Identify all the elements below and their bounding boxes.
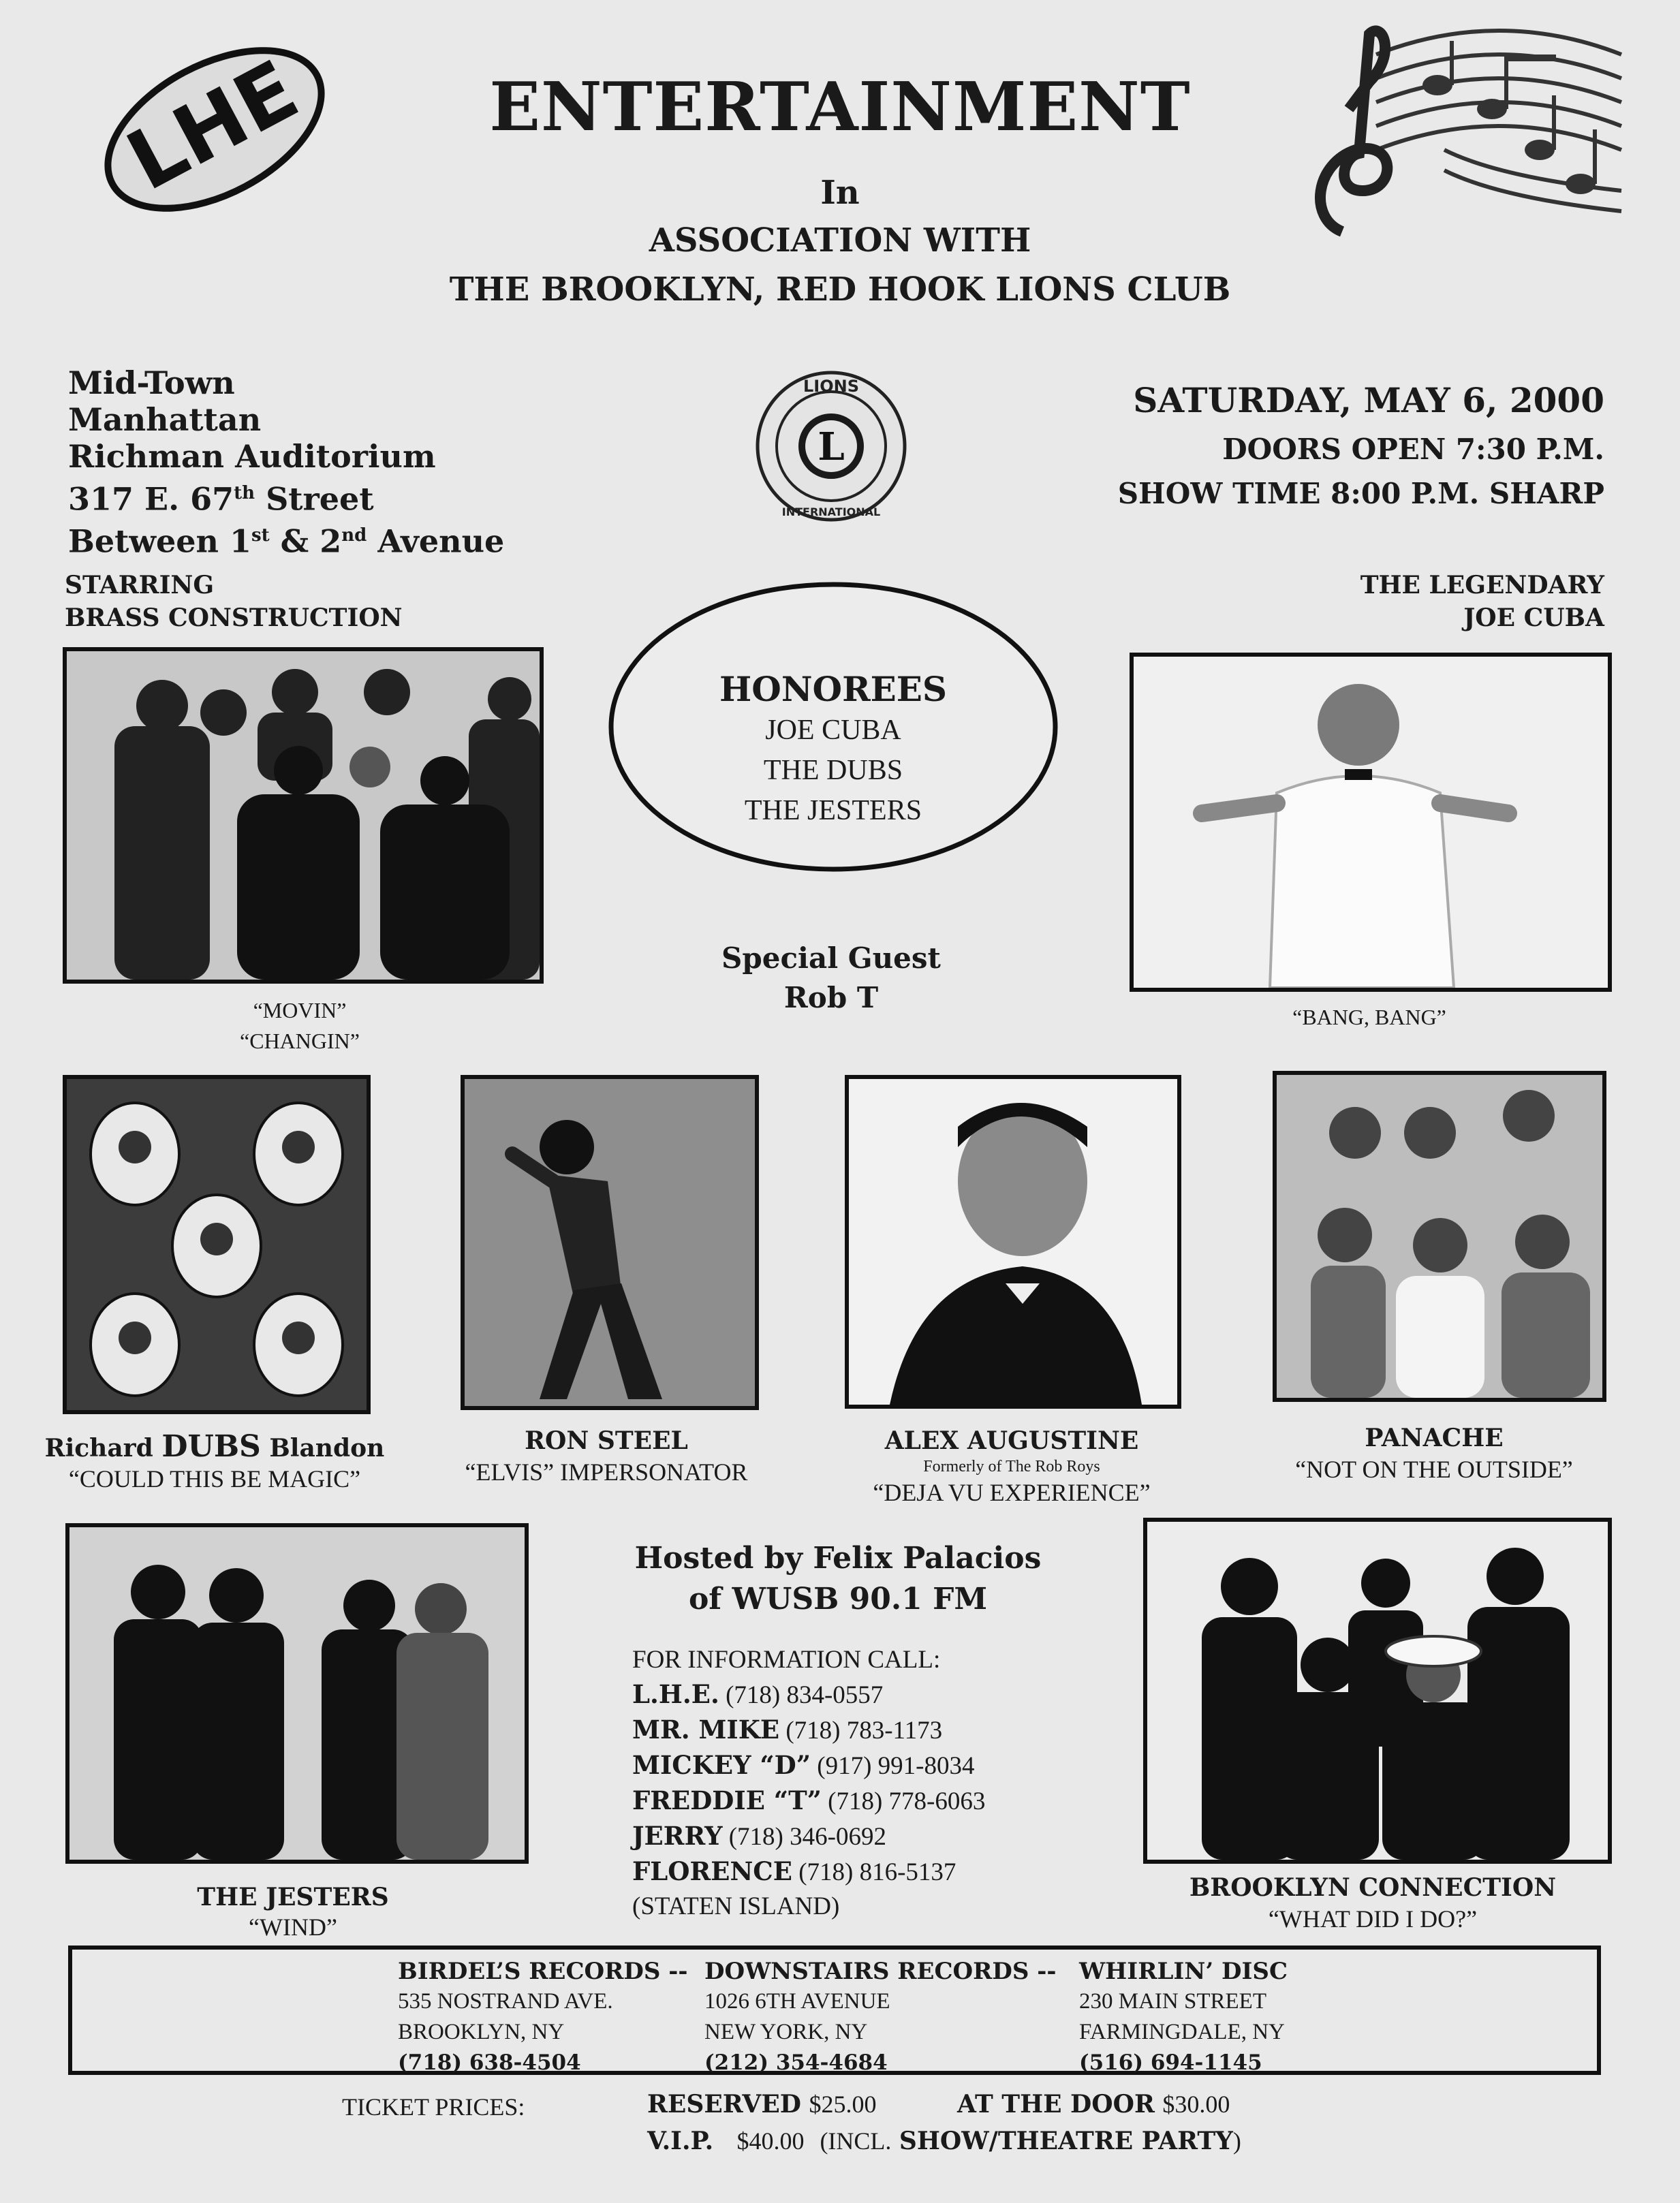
alex-augustine-photo bbox=[845, 1075, 1181, 1409]
store-phone: (718) 638-4504 bbox=[398, 2050, 581, 2075]
contact-row: MICKEY “D” (917) 991-8034 bbox=[632, 1750, 975, 1780]
act-song: “NOT ON THE OUTSIDE” bbox=[1295, 1456, 1573, 1483]
store-address: 535 NOSTRAND AVE. bbox=[398, 1989, 613, 2014]
ticket-vip: V.I.P. $40.00 (INCL. SHOW/THEATRE PARTY) bbox=[647, 2127, 1241, 2155]
lions-logo-top: LIONS bbox=[803, 377, 859, 396]
store-address: 1026 6TH AVENUE bbox=[704, 1989, 890, 2014]
brooklyn-connection-name: BROOKLYN CONNECTION bbox=[1189, 1873, 1557, 1902]
starring-name: BRASS CONSTRUCTION bbox=[65, 604, 403, 632]
venue-street: 317 E. 67th Street bbox=[68, 480, 374, 518]
honoree-name: JOE CUBA bbox=[765, 715, 901, 746]
ron-steel-photo bbox=[461, 1075, 759, 1410]
brass-construction-photo bbox=[63, 647, 544, 984]
contact-row: MR. MIKE (718) 783-1173 bbox=[632, 1715, 943, 1745]
lhe-logo-text: LHE bbox=[112, 43, 313, 210]
starring-song-2: “CHANGIN” bbox=[240, 1029, 360, 1053]
store-entry bbox=[1079, 1958, 1420, 2075]
honorees-oval bbox=[606, 580, 1060, 873]
contact-row: L.H.E. (718) 834-0557 bbox=[632, 1679, 884, 1709]
joe-cuba-photo bbox=[1130, 653, 1612, 992]
lhe-logo bbox=[89, 27, 341, 232]
panache-photo bbox=[1273, 1071, 1606, 1402]
event-showtime: SHOW TIME 8:00 P.M. SHARP bbox=[1117, 477, 1604, 510]
special-guest-name: Rob T bbox=[783, 981, 879, 1014]
act-song: “ELVIS” IMPERSONATOR bbox=[465, 1458, 748, 1486]
ticket-reserved: RESERVED $25.00 bbox=[647, 2090, 877, 2119]
act-name: RON STEEL bbox=[525, 1426, 688, 1455]
legendary-name: JOE CUBA bbox=[1463, 604, 1604, 632]
store-city: FARMINGDALE, NY bbox=[1079, 2020, 1285, 2044]
header-association: ASSOCIATION WITH bbox=[649, 221, 1031, 260]
act-name: ALEX AUGUSTINE bbox=[884, 1426, 1139, 1455]
lions-logo-letter: L bbox=[818, 424, 845, 469]
host-line-1: Hosted by Felix Palacios bbox=[634, 1541, 1042, 1576]
contact-row: JERRY (718) 346-0692 bbox=[632, 1821, 886, 1851]
act-song: “DEJA VU EXPERIENCE” bbox=[873, 1479, 1151, 1506]
store-city: BROOKLYN, NY bbox=[398, 2020, 565, 2044]
brooklyn-connection-photo bbox=[1143, 1518, 1612, 1864]
store-separator: -- bbox=[1037, 1958, 1057, 1985]
venue-line: Richman Auditorium bbox=[68, 438, 436, 475]
event-doors: DOORS OPEN 7:30 P.M. bbox=[1222, 433, 1604, 466]
act-note: Formerly of The Rob Roys bbox=[923, 1458, 1100, 1475]
honorees-title: HONOREES bbox=[719, 669, 947, 709]
venue-line: Mid-Town bbox=[68, 364, 235, 401]
special-guest-label: Special Guest bbox=[721, 941, 941, 975]
honoree-name: THE JESTERS bbox=[744, 795, 922, 826]
store-name: WHIRLIN’ DISC bbox=[1079, 1958, 1288, 1985]
act-name: Richard DUBS Blandon bbox=[44, 1429, 385, 1464]
ticket-label: TICKET PRICES: bbox=[342, 2093, 525, 2121]
header-in: In bbox=[820, 174, 860, 212]
starring-label: STARRING bbox=[65, 571, 215, 599]
store-address: 230 MAIN STREET bbox=[1079, 1989, 1266, 2014]
store-name: BIRDEL’S RECORDS bbox=[398, 1958, 661, 1985]
page-title: ENTERTAINMENT bbox=[489, 68, 1191, 146]
store-entry bbox=[398, 1958, 718, 2075]
venue-line: Manhattan bbox=[68, 401, 262, 438]
contact-row: FREDDIE “T” (718) 778-6063 bbox=[632, 1785, 986, 1815]
info-footnote: (STATEN ISLAND) bbox=[632, 1892, 840, 1920]
jesters-photo bbox=[65, 1523, 529, 1864]
dubs-photo bbox=[63, 1075, 371, 1414]
store-phone: (516) 694-1145 bbox=[1079, 2050, 1262, 2075]
record-stores-box bbox=[68, 1946, 1601, 2075]
info-block bbox=[632, 1643, 1123, 1924]
brooklyn-connection-song: “WHAT DID I DO?” bbox=[1268, 1905, 1478, 1933]
store-city: NEW YORK, NY bbox=[704, 2020, 868, 2044]
starring-song-1: “MOVIN” bbox=[253, 998, 347, 1022]
honoree-name: THE DUBS bbox=[763, 755, 903, 786]
legendary-song: “BANG, BANG” bbox=[1292, 1005, 1446, 1029]
venue-between: Between 1st & 2nd Avenue bbox=[68, 522, 505, 560]
legendary-label: THE LEGENDARY bbox=[1360, 571, 1604, 599]
venue-block bbox=[68, 364, 613, 560]
host-line-2: of WUSB 90.1 FM bbox=[688, 1582, 988, 1616]
music-notes-graphic bbox=[1294, 14, 1635, 259]
jesters-name: THE JESTERS bbox=[197, 1883, 389, 1911]
store-phone: (212) 354-4684 bbox=[704, 2050, 888, 2075]
act-song: “COULD THIS BE MAGIC” bbox=[68, 1465, 361, 1493]
info-label: FOR INFORMATION CALL: bbox=[632, 1646, 941, 1674]
header-club: THE BROOKLYN, RED HOOK LIONS CLUB bbox=[449, 270, 1231, 309]
event-date: SATURDAY, MAY 6, 2000 bbox=[1133, 380, 1604, 420]
lions-club-logo bbox=[749, 364, 913, 528]
store-separator: -- bbox=[668, 1958, 688, 1985]
store-entry bbox=[704, 1958, 1093, 2075]
ticket-door: AT THE DOOR $30.00 bbox=[957, 2090, 1230, 2119]
store-name: DOWNSTAIRS RECORDS bbox=[704, 1958, 1029, 1985]
contact-row: FLORENCE (718) 816-5137 bbox=[632, 1856, 956, 1886]
lions-logo-bottom: INTERNATIONAL bbox=[781, 505, 881, 518]
act-name: PANACHE bbox=[1365, 1424, 1504, 1452]
jesters-song: “WIND” bbox=[249, 1913, 337, 1941]
